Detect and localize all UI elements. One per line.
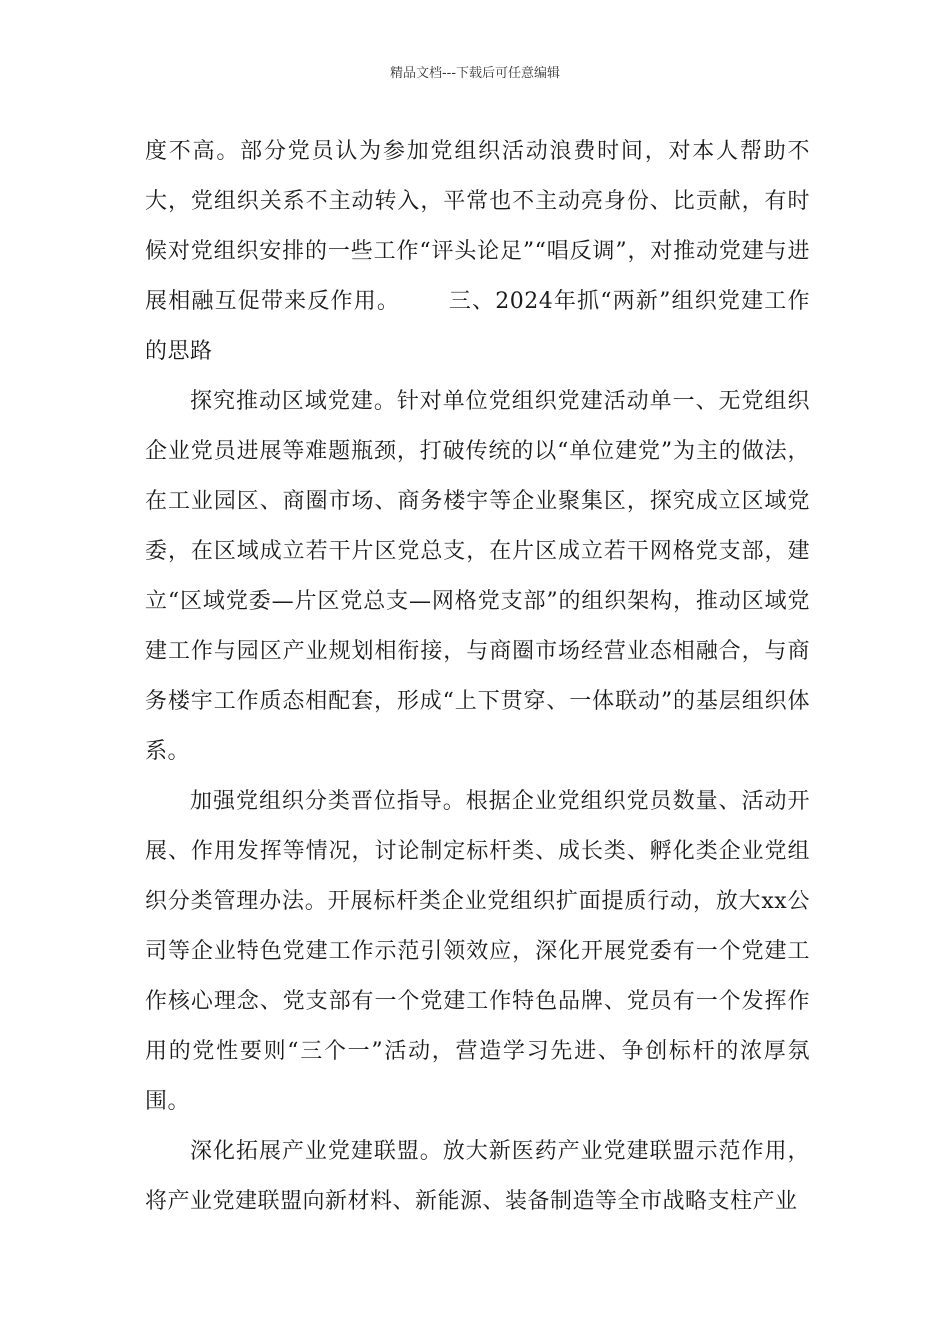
section-heading: 三、2024年抓“两新”组织党建工作的思路 xyxy=(145,289,810,364)
page-header: 精品文档---下载后可任意编辑 xyxy=(389,66,561,81)
paragraph-industry-alliance: 深化拓展产业党建联盟。放大新医药产业党建联盟示范作用，将产业党建联盟向新材料、新能源、装备制造等全市战略支柱产业 xyxy=(145,1139,810,1214)
paragraph-classification-guidance: 加强党组织分类晋位指导。根据企业党组织党员数量、活动开展、作用发挥等情况，讨论制定标杆类、成长类、孵化类企业党组织分类管理办法。开展标杆类企业党组织扩面提质行动，放大xx公司等企业特色党建工作示范引领效应，深化开展党委有一个党建工作核心理念、党支部有一个党建工作特色品牌、党员有一个发挥作用的党性要则“三个一”活动，营造学习先进、争创标杆的浓厚氛围。 xyxy=(145,789,810,1114)
paragraph-regional-party-building: 探究推动区域党建。针对单位党组织党建活动单一、无党组织企业党员进展等难题瓶颈，打破传统的以“单位建党”为主的做法，在工业园区、商圈市场、商务楼宇等企业聚集区，探究成立区域党委，在区域成立若干片区党总支，在片区成立若干网格党支部，建立“区域党委—片区党总支—网格党支部”的组织架构，推动区域党建工作与园区产业规划相衔接，与商圈市场经营业态相融合，与商务楼宇工作质态相配套，形成“上下贯穿、一体联动”的基层组织体系。 xyxy=(145,389,810,764)
document-body xyxy=(145,127,810,1227)
paragraph-text: 度不高。部分党员认为参加党组织活动浪费时间，对本人帮助不大，党组织关系不主动转入，平常也不主动亮身份、比贡献，有时候对党组织安排的一些工作“评头论足”“唱反调”，对推动党建与进展相融互促带来反作用。 xyxy=(145,139,810,314)
paragraph-continued xyxy=(145,127,810,377)
